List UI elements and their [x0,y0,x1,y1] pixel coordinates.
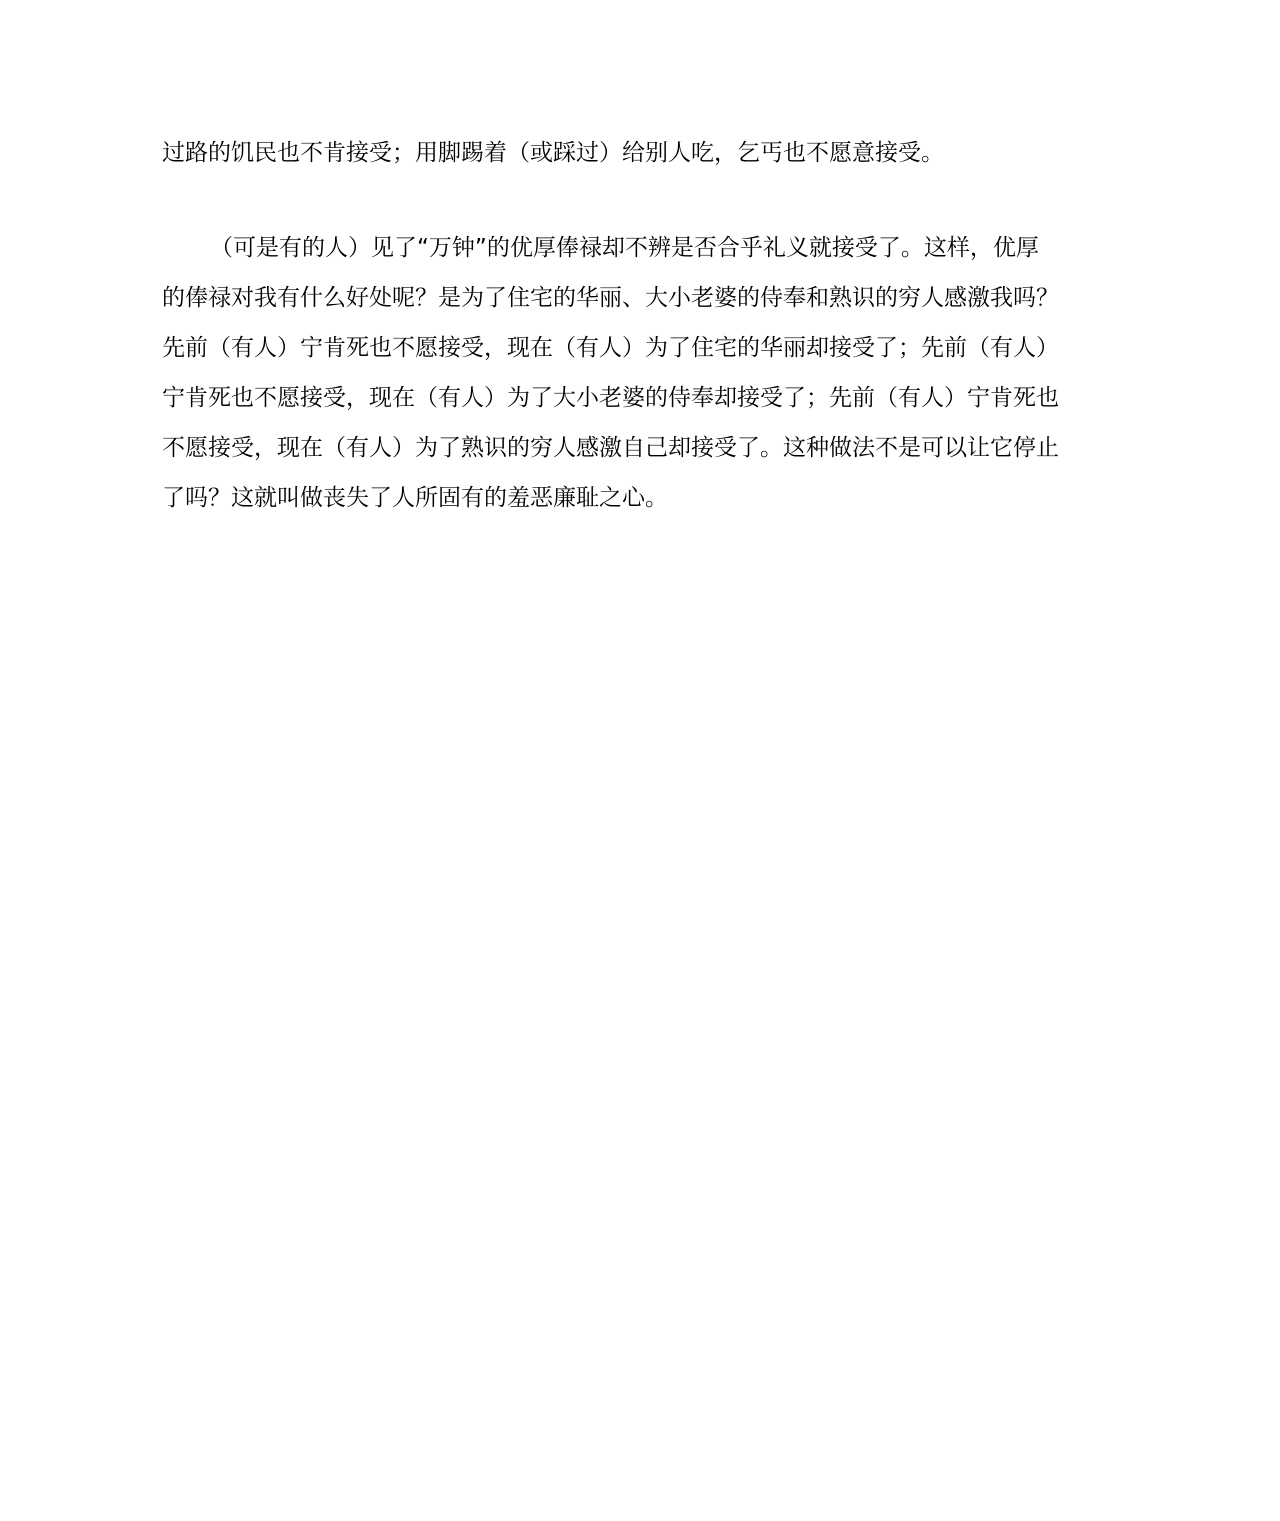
paragraph-2-line-1: （可是有的人）见了“万钟”的优厚俸禄却不辨是否合乎礼义就接受了。这样，优厚 [210,235,1039,261]
paragraph-2-line-5: 不愿接受，现在（有人）为了熟识的穷人感激自己却接受了。这种做法不是可以让它停止 [162,435,1059,461]
paragraph-2-line-2: 的俸禄对我有什么好处呢？是为了住宅的华丽、大小老婆的侍奉和熟识的穷人感激我吗？ [162,285,1059,311]
paragraph-2-line-3: 先前（有人）宁肯死也不愿接受，现在（有人）为了住宅的华丽却接受了；先前（有人） [162,335,1059,361]
paragraph-1 [162,128,1122,178]
paragraph-2-line-4: 宁肯死也不愿接受，现在（有人）为了大小老婆的侍奉却接受了；先前（有人）宁肯死也 [162,385,1059,411]
paragraph-1-line: 过路的饥民也不肯接受；用脚踢着（或踩过）给别人吃，乞丐也不愿意接受。 [162,140,944,166]
paragraph-2-line-6: 了吗？这就叫做丧失了人所固有的羞恶廉耻之心。 [162,485,668,511]
paragraph-2 [162,223,1122,523]
